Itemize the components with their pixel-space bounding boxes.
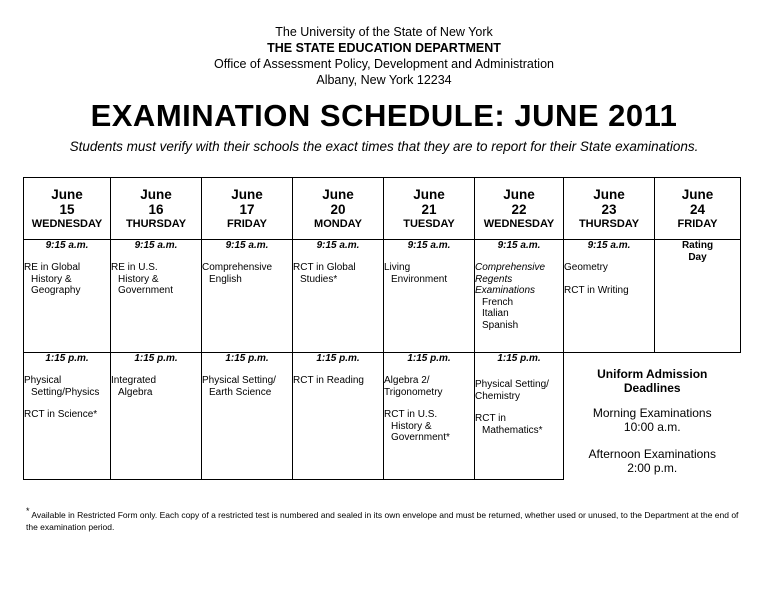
- exam-text: Earth Science: [209, 386, 272, 398]
- day-date: 15: [59, 202, 75, 217]
- exam-text: History &: [31, 273, 72, 285]
- exam-cell: [384, 262, 475, 353]
- exam-text: Studies*: [300, 273, 338, 285]
- exam-text: Integrated: [111, 375, 157, 386]
- issuer-header: [0, 24, 768, 88]
- day-header: [564, 178, 655, 240]
- day-month: June: [51, 187, 83, 202]
- exam-heading: Comprehensive: [475, 262, 546, 273]
- footnote: [26, 505, 742, 533]
- afternoon-time: 1:15 p.m.: [384, 353, 475, 376]
- day-weekday: FRIDAY: [227, 218, 267, 230]
- day-weekday: TUESDAY: [403, 218, 455, 230]
- rating-day-line: Day: [688, 251, 707, 263]
- morning-time: 9:15 a.m.: [475, 240, 564, 263]
- afternoon-time: 1:15 p.m.: [475, 353, 564, 376]
- exam-heading: Examinations: [475, 285, 536, 296]
- schedule-table: [23, 177, 741, 480]
- footnote-mark: *: [26, 506, 30, 516]
- morning-time: 9:15 a.m.: [24, 240, 111, 263]
- exam-text: RE in Global: [24, 262, 81, 273]
- exam-cell: [111, 262, 202, 353]
- day-header: [24, 178, 111, 240]
- day-month: June: [413, 187, 445, 202]
- day-weekday: WEDNESDAY: [483, 218, 555, 230]
- day-date: 24: [689, 202, 706, 217]
- day-weekday: THURSDAY: [125, 218, 187, 230]
- exam-text: RCT in Science*: [24, 409, 98, 420]
- day-month: June: [322, 187, 354, 202]
- uad-title: Deadlines: [623, 381, 681, 395]
- day-weekday: THURSDAY: [578, 218, 640, 230]
- exam-text: Trigonometry: [384, 386, 443, 398]
- day-header: [384, 178, 475, 240]
- exam-text: Geography: [31, 285, 81, 296]
- afternoon-time: 1:15 p.m.: [202, 353, 293, 376]
- exam-cell: [564, 262, 655, 353]
- day-header: [111, 178, 202, 240]
- day-weekday: WEDNESDAY: [31, 218, 103, 230]
- day-header: [293, 178, 384, 240]
- exam-text: RE in U.S.: [111, 262, 158, 273]
- header-line-3: Office of Assessment Policy, Development and Administration: [214, 57, 554, 71]
- morning-time: 9:15 a.m.: [564, 240, 655, 263]
- rating-day-line: Rating: [681, 240, 714, 251]
- exam-text: Government: [118, 285, 174, 296]
- header-line-2: THE STATE EDUCATION DEPARTMENT: [267, 41, 501, 55]
- exam-text: Setting/Physics: [31, 386, 100, 398]
- exam-text: Chemistry: [475, 390, 521, 402]
- page-subtitle: Students must verify with their schools the exact times that they are to report for their State examinations.: [69, 139, 699, 154]
- day-date: 23: [601, 202, 617, 217]
- day-month: June: [503, 187, 535, 202]
- uniform-admission-deadlines: [564, 353, 741, 480]
- day-date: 21: [421, 202, 437, 217]
- exam-cell: [384, 375, 475, 480]
- day-header: [655, 178, 741, 240]
- day-date: 20: [330, 202, 346, 217]
- afternoon-time: 1:15 p.m.: [293, 353, 384, 376]
- exam-text: Living: [384, 262, 411, 273]
- exam-cell: [475, 262, 564, 353]
- day-weekday: FRIDAY: [677, 218, 718, 230]
- exam-text: Algebra 2/: [384, 375, 430, 386]
- exam-text: History &: [118, 273, 159, 285]
- day-header: [202, 178, 293, 240]
- day-header: [475, 178, 564, 240]
- exam-cell: [24, 262, 111, 353]
- uad-morning-time: 10:00 a.m.: [623, 420, 681, 434]
- day-month: June: [593, 187, 625, 202]
- afternoon-time: 1:15 p.m.: [111, 353, 202, 376]
- morning-time: 9:15 a.m.: [293, 240, 384, 263]
- day-month: June: [140, 187, 172, 202]
- exam-text: History &: [391, 420, 432, 432]
- day-month: June: [231, 187, 263, 202]
- exam-text: RCT in: [475, 413, 506, 424]
- exam-text: Environment: [391, 273, 448, 285]
- exam-text: RCT in Global: [293, 262, 356, 273]
- exam-text: Geometry: [564, 262, 608, 273]
- morning-exams-row: [24, 262, 741, 353]
- exam-text: Comprehensive: [202, 262, 273, 273]
- exam-text: RCT in Reading: [293, 375, 364, 386]
- exam-text: French: [482, 296, 514, 308]
- exam-cell: [475, 375, 564, 480]
- day-date: 16: [148, 202, 164, 217]
- exam-cell: [293, 375, 384, 480]
- afternoon-time-row: [24, 353, 741, 376]
- exam-text: Physical Setting/: [202, 375, 276, 386]
- exam-text: Italian: [482, 308, 509, 319]
- exam-cell: [202, 375, 293, 480]
- day-header-row: [24, 178, 741, 240]
- exam-cell: [202, 262, 293, 353]
- exam-text: RCT in U.S.: [384, 409, 438, 420]
- exam-cell: [24, 375, 111, 480]
- morning-time: 9:15 a.m.: [111, 240, 202, 263]
- morning-time: 9:15 a.m.: [384, 240, 475, 263]
- header-line-4: Albany, New York 12234: [316, 73, 452, 87]
- exam-text: Algebra: [118, 386, 153, 398]
- exam-text: RCT in Writing: [564, 284, 629, 296]
- afternoon-time: 1:15 p.m.: [24, 353, 111, 376]
- day-date: 17: [239, 202, 255, 217]
- day-month: June: [681, 187, 714, 202]
- footnote-text: Available in Restricted Form only. Each copy of a restricted test is numbered and sealed in its own envelope and must be returned, whether used or unused, to the Department at the end of the examination period.: [26, 509, 739, 532]
- exam-text: Mathematics*: [482, 424, 543, 436]
- exam-cell: [111, 375, 202, 480]
- exam-text: Spanish: [482, 319, 519, 331]
- morning-time: 9:15 a.m.: [202, 240, 293, 263]
- uad-afternoon-time: 2:00 p.m.: [627, 461, 678, 475]
- exam-text: Government*: [391, 432, 450, 443]
- exam-heading: Regents: [475, 273, 513, 285]
- header-line-1: The University of the State of New York: [275, 25, 493, 39]
- day-date: 22: [511, 202, 527, 217]
- exam-text: English: [209, 273, 242, 285]
- rating-day-cell: [655, 240, 741, 353]
- uad-afternoon-label: Afternoon Examinations: [588, 447, 716, 461]
- uad-morning-label: Morning Examinations: [592, 406, 712, 420]
- uad-title: Uniform Admission: [597, 367, 708, 381]
- morning-time-row: [24, 240, 741, 263]
- day-weekday: MONDAY: [314, 218, 362, 230]
- exam-text: Physical Setting/: [475, 379, 549, 390]
- exam-text: Physical: [24, 375, 62, 386]
- page-title: EXAMINATION SCHEDULE: JUNE 2011: [90, 98, 678, 133]
- exam-cell: [293, 262, 384, 353]
